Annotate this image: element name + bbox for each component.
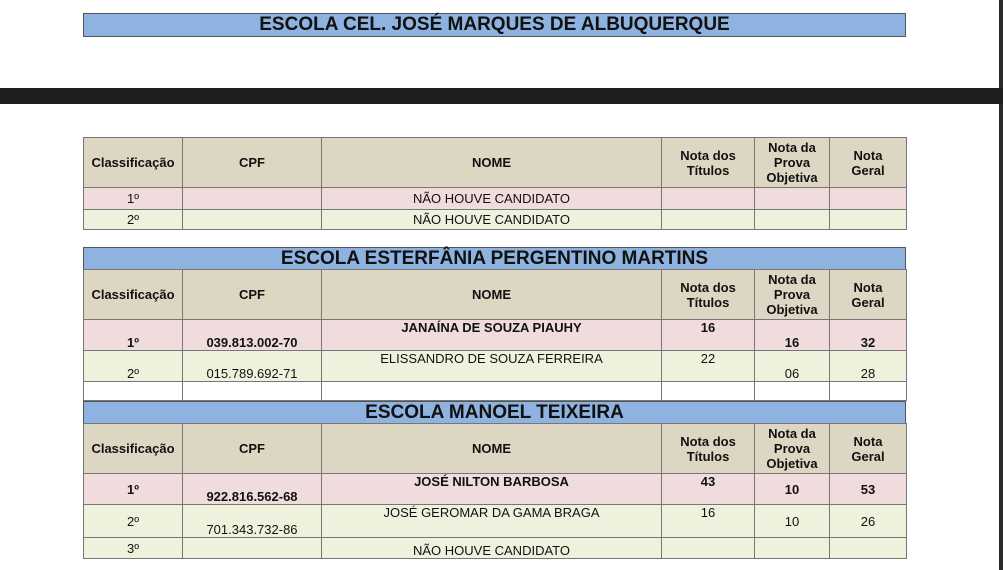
titulos-cell: 16 bbox=[662, 320, 755, 351]
header-nota-titulos: Nota dos Títulos bbox=[662, 138, 755, 188]
titulos-cell: 43 bbox=[662, 474, 755, 505]
header-cpf: CPF bbox=[183, 138, 322, 188]
page-edge bbox=[999, 0, 1003, 570]
header-nota-prova: Nota da Prova Objetiva bbox=[755, 138, 830, 188]
rank-cell: 2º bbox=[84, 210, 183, 230]
header-classificacao: Classificação bbox=[84, 270, 183, 320]
rank-cell: 2º bbox=[84, 505, 183, 538]
geral-cell: 32 bbox=[830, 320, 907, 351]
geral-cell bbox=[830, 210, 907, 230]
geral-cell bbox=[830, 188, 907, 210]
table-row-empty bbox=[84, 382, 907, 401]
cpf-cell bbox=[183, 538, 322, 559]
header-nota-prova: Nota da Prova Objetiva bbox=[755, 424, 830, 474]
nome-cell: JOSÉ GEROMAR DA GAMA BRAGA bbox=[322, 505, 662, 538]
table-header-row bbox=[84, 138, 907, 188]
header-cpf: CPF bbox=[183, 270, 322, 320]
rank-cell: 3º bbox=[84, 538, 183, 559]
school2-title: ESCOLA ESTERFÂNIA PERGENTINO MARTINS bbox=[83, 247, 906, 270]
titulos-cell bbox=[662, 538, 755, 559]
header-nota-geral: Nota Geral bbox=[830, 138, 907, 188]
prova-cell bbox=[755, 538, 830, 559]
prova-cell: 16 bbox=[755, 320, 830, 351]
prova-cell: 06 bbox=[755, 351, 830, 382]
header-nota-geral: Nota Geral bbox=[830, 424, 907, 474]
nome-cell: JANAÍNA DE SOUZA PIAUHY bbox=[322, 320, 662, 351]
header-nota-prova: Nota da Prova Objetiva bbox=[755, 270, 830, 320]
header-nota-titulos: Nota dos Títulos bbox=[662, 270, 755, 320]
school2-table bbox=[83, 269, 907, 401]
titulos-cell: 22 bbox=[662, 351, 755, 382]
header-classificacao: Classificação bbox=[84, 138, 183, 188]
header-nome: NOME bbox=[322, 138, 662, 188]
nome-cell: JOSÉ NILTON BARBOSA bbox=[322, 474, 662, 505]
titulos-cell bbox=[662, 210, 755, 230]
table-row bbox=[84, 505, 907, 538]
rank-cell: 1º bbox=[84, 188, 183, 210]
nome-cell: ELISSANDRO DE SOUZA FERREIRA bbox=[322, 351, 662, 382]
header-nome: NOME bbox=[322, 424, 662, 474]
geral-cell: 53 bbox=[830, 474, 907, 505]
school3-table bbox=[83, 423, 907, 559]
prova-cell: 10 bbox=[755, 505, 830, 538]
geral-cell bbox=[830, 538, 907, 559]
table-row bbox=[84, 351, 907, 382]
cpf-cell: 922.816.562-68 bbox=[183, 474, 322, 505]
rank-cell: 1º bbox=[84, 320, 183, 351]
prova-cell bbox=[755, 210, 830, 230]
cpf-cell: 701.343.732-86 bbox=[183, 505, 322, 538]
header-classificacao: Classificação bbox=[84, 424, 183, 474]
school1-table bbox=[83, 137, 907, 230]
table-row bbox=[84, 474, 907, 505]
page-break-divider bbox=[0, 88, 1003, 104]
cpf-cell bbox=[183, 210, 322, 230]
table-header-row bbox=[84, 270, 907, 320]
rank-cell: 1º bbox=[84, 474, 183, 505]
school3-title: ESCOLA MANOEL TEIXEIRA bbox=[83, 401, 906, 424]
geral-cell: 28 bbox=[830, 351, 907, 382]
table-row bbox=[84, 188, 907, 210]
geral-cell: 26 bbox=[830, 505, 907, 538]
nome-cell: NÃO HOUVE CANDIDATO bbox=[322, 210, 662, 230]
cpf-cell: 015.789.692-71 bbox=[183, 351, 322, 382]
header-nota-geral: Nota Geral bbox=[830, 270, 907, 320]
cpf-cell: 039.813.002-70 bbox=[183, 320, 322, 351]
nome-cell: NÃO HOUVE CANDIDATO bbox=[322, 538, 662, 559]
header-cpf: CPF bbox=[183, 424, 322, 474]
rank-cell: 2º bbox=[84, 351, 183, 382]
table-row bbox=[84, 210, 907, 230]
table-row bbox=[84, 320, 907, 351]
table-row bbox=[84, 538, 907, 559]
nome-cell: NÃO HOUVE CANDIDATO bbox=[322, 188, 662, 210]
school1-title: ESCOLA CEL. JOSÉ MARQUES DE ALBUQUERQUE bbox=[83, 13, 906, 37]
cpf-cell bbox=[183, 188, 322, 210]
prova-cell: 10 bbox=[755, 474, 830, 505]
header-nome: NOME bbox=[322, 270, 662, 320]
prova-cell bbox=[755, 188, 830, 210]
titulos-cell: 16 bbox=[662, 505, 755, 538]
header-nota-titulos: Nota dos Títulos bbox=[662, 424, 755, 474]
titulos-cell bbox=[662, 188, 755, 210]
table-header-row bbox=[84, 424, 907, 474]
